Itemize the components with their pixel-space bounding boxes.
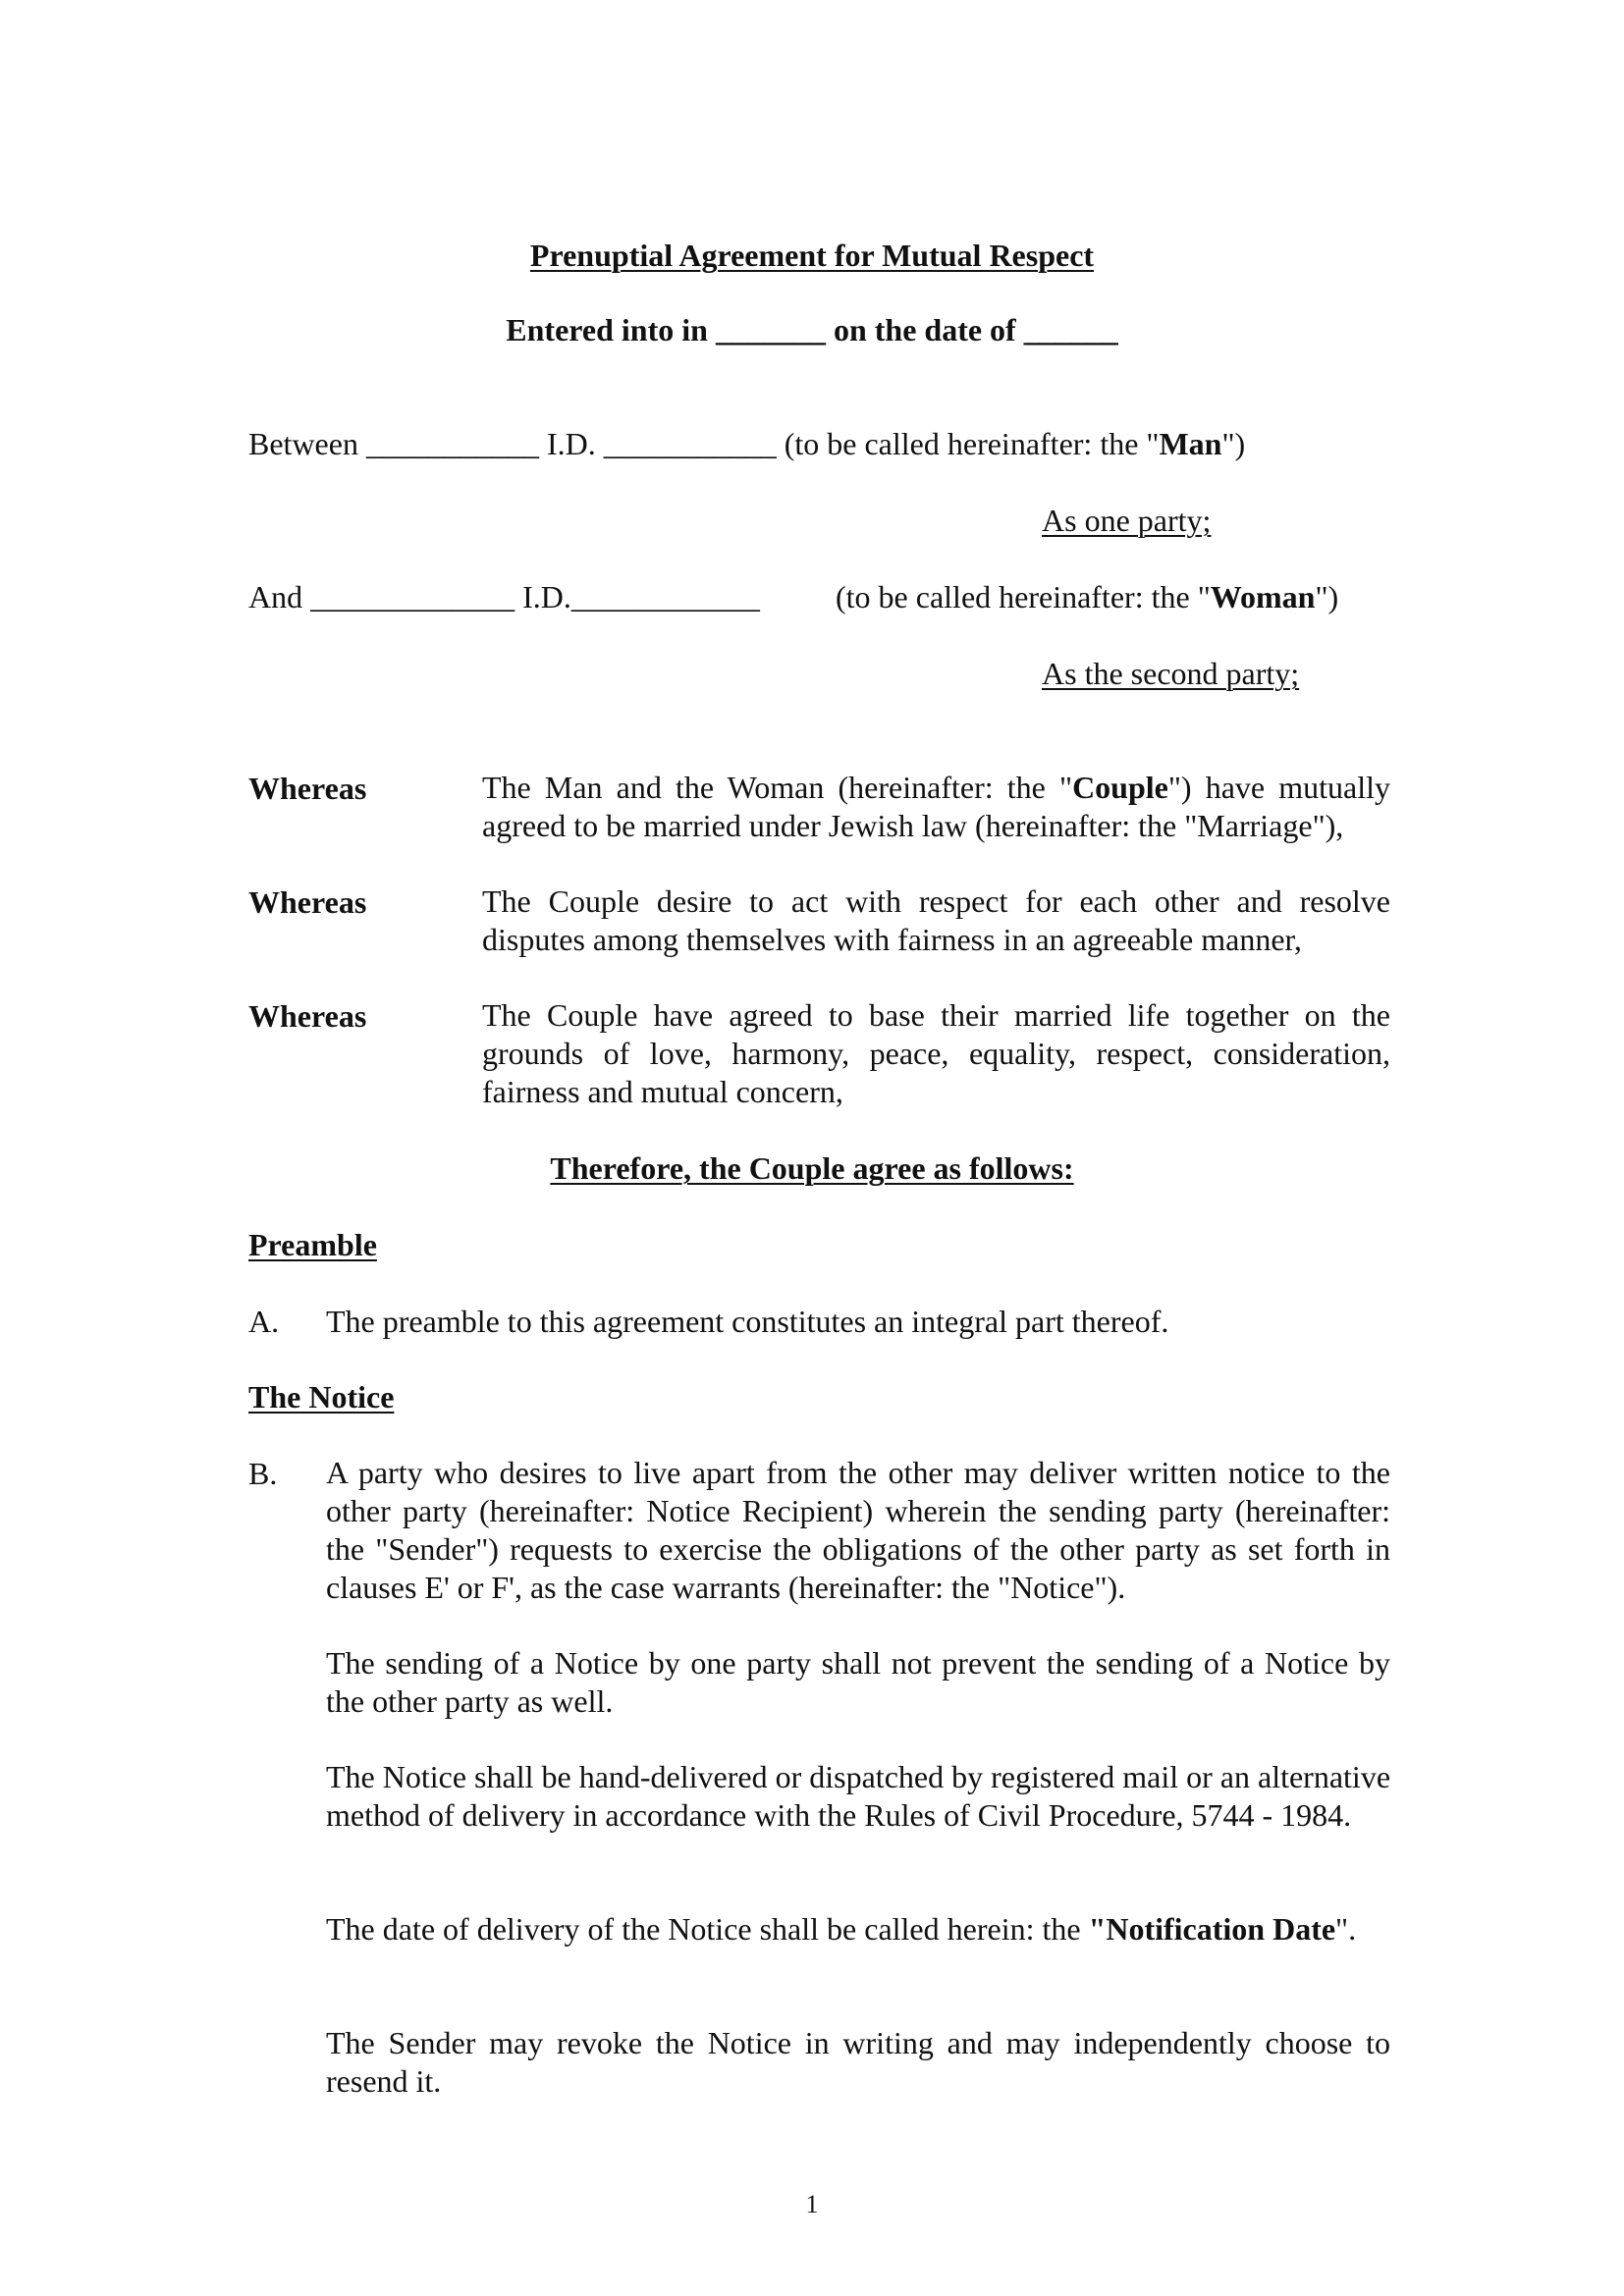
notification-date-text: The date of delivery of the Notice shall be called herein: the [326, 1911, 1089, 1947]
document-title: Prenuptial Agreement for Mutual Respect [529, 238, 1095, 273]
recital-3: The Couple have agreed to base their married life together on the grounds of love, harmony, peace, equality, respect, consideration, fairness and mutual concern, [482, 997, 1390, 1109]
woman-party-close: ") [1315, 579, 1339, 614]
recital-1 [482, 769, 1390, 845]
page-number: 1 [805, 2190, 819, 2218]
clause-b-paragraph-4 [326, 1910, 1390, 1949]
clause-b-paragraph-1: A party who desires to live apart from the other may deliver written notice to the other party (hereinafter: Notice Recipient) wherein the sending party (hereinafter: the "Sender") requests to exercise the obligations of the other party as set forth in clauses E' or F', as the case warrants (hereinafter: the "Notice"). [326, 1455, 1390, 1605]
woman-party-line: And _____________ I.D.____________ [248, 579, 760, 614]
whereas-label-3: Whereas [248, 998, 367, 1034]
clause-b-paragraph-5: The Sender may revoke the Notice in writing and may independently choose to resend it. [326, 2025, 1390, 2099]
couple-term: Couple [1072, 770, 1168, 805]
whereas-label-2: Whereas [248, 884, 367, 920]
woman-party-text: (to be called hereinafter: the " [836, 579, 1211, 614]
therefore-heading: Therefore, the Couple agree as follows: [550, 1150, 1074, 1186]
notification-date-close: ". [1335, 1911, 1357, 1947]
clause-b-label: B. [248, 1456, 278, 1491]
notification-date-term: "Notification Date [1088, 1911, 1336, 1947]
woman-party-paren [836, 577, 1338, 616]
clause-b-paragraph-2: The sending of a Notice by one party shall not prevent the sending of a Notice by the other party as well. [326, 1645, 1390, 1719]
man-party-close: ") [1221, 426, 1246, 461]
clause-a-label: A. [248, 1304, 280, 1339]
clause-a-text: The preamble to this agreement constitutes an integral part thereof. [326, 1304, 1169, 1339]
recital-2: The Couple desire to act with respect for each other and resolve disputes among themselves with fairness in an agreeable manner, [482, 883, 1390, 957]
clause-b-paragraph-3: The Notice shall be hand-delivered or dispatched by registered mail or an alternative method of delivery in accordance with the Rules of Civil Procedure, 5744 - 1984. [326, 1759, 1391, 1833]
second-party-label: As the second party; [1042, 656, 1300, 691]
man-party-line [248, 424, 1245, 463]
man-party-text: Between ___________ I.D. ___________ (to be called hereinafter: the " [248, 426, 1160, 461]
entered-line: Entered into in _______ on the date of ______ [506, 312, 1118, 347]
notice-heading: The Notice [248, 1379, 395, 1415]
man-term: Man [1159, 426, 1222, 461]
recital-1-rest: ") have mutually agreed to be married under Jewish law (hereinafter: the "Marriage"), [482, 770, 1391, 843]
whereas-label-1: Whereas [248, 771, 367, 806]
preamble-heading: Preamble [248, 1227, 377, 1262]
recital-1-text: The Man and the Woman (hereinafter: the " [482, 770, 1073, 805]
woman-term: Woman [1210, 579, 1316, 614]
one-party-label: As one party; [1042, 503, 1212, 538]
